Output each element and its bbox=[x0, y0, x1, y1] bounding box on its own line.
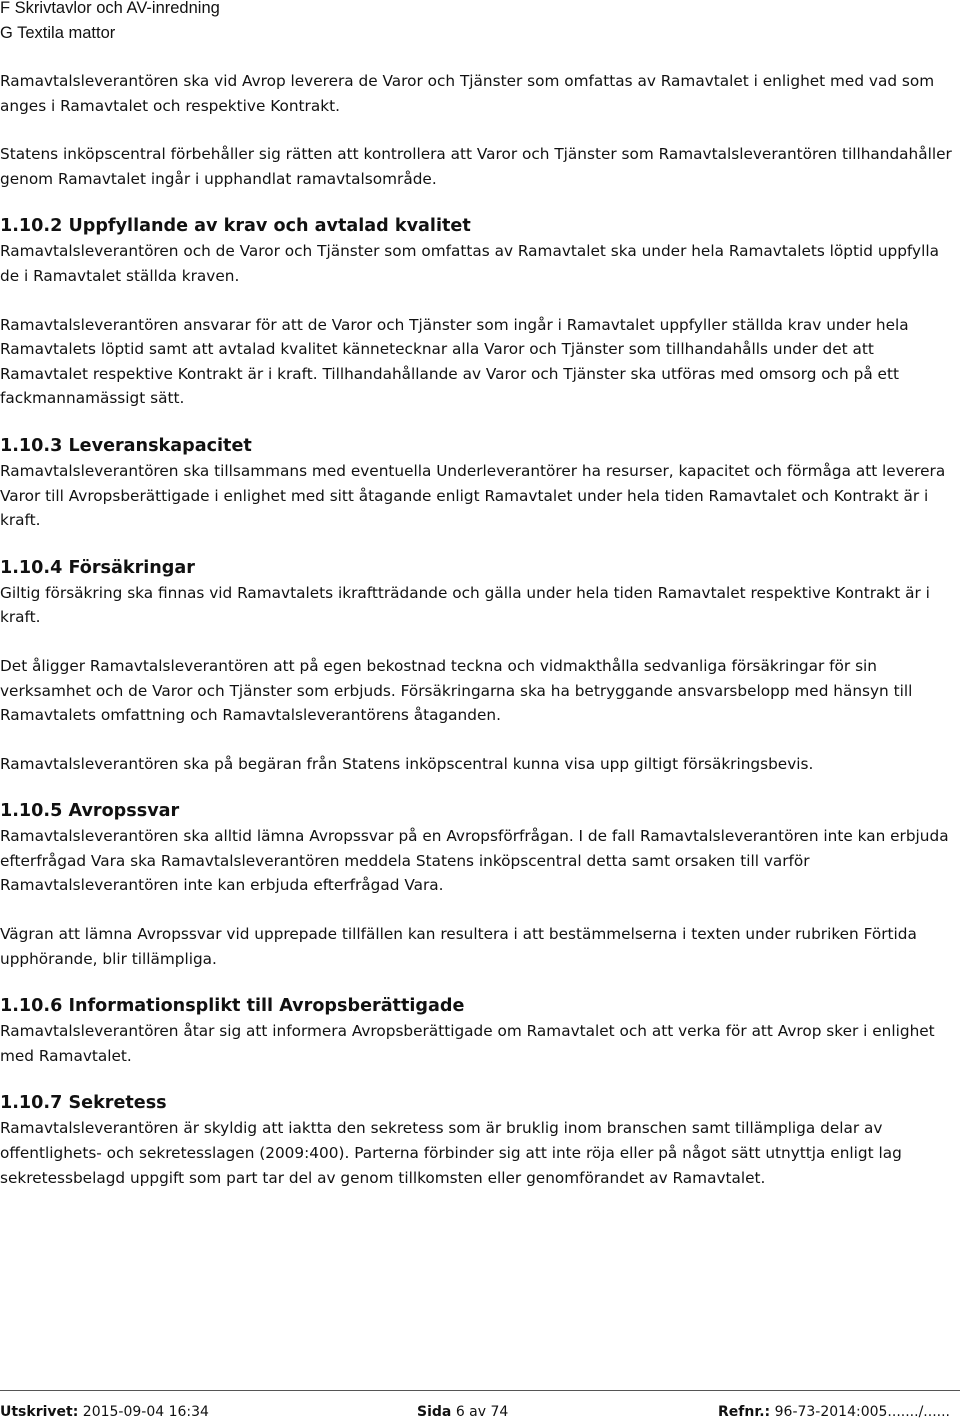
section-1-10-6-paragraph-1: Ramavtalsleverantören åtar sig att informera Avropsberättigade om Ramavtalet och att verka för att Avrop sker i enlighet med Ramavtalet. bbox=[0, 1022, 935, 1065]
print-date-label: Utskrivet: bbox=[0, 1404, 79, 1420]
page-number-label: Sida bbox=[417, 1404, 452, 1420]
header-line-1: F Skrivtavlor och AV-inredning bbox=[0, 0, 220, 17]
print-date bbox=[0, 1403, 209, 1421]
reference-number bbox=[718, 1403, 950, 1421]
section-heading-1-10-5: 1.10.5 Avropssvar bbox=[0, 801, 180, 822]
section-heading-1-10-3: 1.10.3 Leveranskapacitet bbox=[0, 435, 252, 456]
page-footer bbox=[0, 1390, 960, 1423]
header-line-2: G Textila mattor bbox=[0, 24, 116, 42]
intro-paragraph-2: Statens inköpscentral förbehåller sig rätten att kontrollera att Varor och Tjänster som Ramavtalsleverantören tillhandahåller genom Ramavtalet ingår i upphandlat ramavtalsområde. bbox=[0, 145, 952, 188]
section-1-10-5-paragraph-1: Ramavtalsleverantören ska alltid lämna Avropssvar på en Avropsförfrågan. I de fall Ramavtalsleverantören inte kan erbjuda efterfrågad Vara ska Ramavtalsleverantören meddela Statens inköpscentral detta samt orsaken till varför Ramavtalsleverantören inte kan erbjuda efterfrågad Vara. bbox=[0, 827, 949, 895]
section-1-10-4-paragraph-1: Giltig försäkring ska finnas vid Ramavtalets ikraftträdande och gälla under hela tiden Ramavtalet respektive Kontrakt är i kraft. bbox=[0, 583, 930, 627]
print-date-value: 2015-09-04 16:34 bbox=[82, 1404, 209, 1420]
section-heading-1-10-7: 1.10.7 Sekretess bbox=[0, 1093, 167, 1114]
intro-paragraph-1: Ramavtalsleverantören ska vid Avrop leverera de Varor och Tjänster som omfattas av Ramavtalet i enlighet med vad som anges i Ramavtalet och respektive Kontrakt. bbox=[0, 72, 935, 115]
reference-number-value: 96-73-2014:005......./...... bbox=[774, 1404, 950, 1420]
reference-number-label: Refnr.: bbox=[718, 1404, 771, 1420]
section-1-10-4-paragraph-3: Ramavtalsleverantören ska på begäran från Statens inköpscentral kunna visa upp giltigt försäkringsbevis. bbox=[0, 754, 814, 773]
page-number bbox=[417, 1403, 508, 1421]
page-number-value: 6 av 74 bbox=[455, 1404, 509, 1420]
section-1-10-3-paragraph-1: Ramavtalsleverantören ska tillsammans med eventuella Underleverantörer ha resurser, kapacitet och förmåga att leverera Varor till Avropsberättigade i enlighet med sitt åtagande enligt Ramavtalet under hela tiden Ramavtalet och Kontrakt är i kraft. bbox=[0, 461, 946, 530]
section-1-10-7-paragraph-1: Ramavtalsleverantören är skyldig att iaktta den sekretess som är bruklig inom branschen samt tillämpliga delar av offentlighets- och sekretesslagen (2009:400). Parterna förbinder sig att inte röja eller på något sätt utnyttja enligt lag sekretessbelagd uppgift som part tar del av genom tillkomsten eller genomförandet av Ramavtalet. bbox=[0, 1119, 902, 1187]
section-1-10-5-paragraph-2: Vägran att lämna Avropssvar vid upprepade tillfällen kan resultera i att bestämmelserna i texten under rubriken Förtida upphörande, blir tillämpliga. bbox=[0, 925, 917, 968]
section-heading-1-10-6: 1.10.6 Informationsplikt till Avropsberättigade bbox=[0, 996, 465, 1017]
section-1-10-2-paragraph-2: Ramavtalsleverantören ansvarar för att de Varor och Tjänster som ingår i Ramavtalet uppfyller ställda krav under hela Ramavtalets löptid samt att avtalad kvalitet kännetecknar alla Varor och Tjänster som tillhandahålls under det att Ramavtalet respektive Kontrakt är i kraft. Tillhandahållande av Varor och Tjänster ska utföras med omsorg och på ett fackmannamässigt sätt. bbox=[0, 315, 909, 408]
section-1-10-2-paragraph-1: Ramavtalsleverantören och de Varor och Tjänster som omfattas av Ramavtalet ska under hela Ramavtalets löptid uppfylla de i Ramavtalet ställda kraven. bbox=[0, 242, 939, 285]
document-body bbox=[0, 69, 958, 1214]
section-heading-1-10-2: 1.10.2 Uppfyllande av krav och avtalad kvalitet bbox=[0, 216, 471, 237]
section-1-10-4-paragraph-2: Det åligger Ramavtalsleverantören att på egen bekostnad teckna och vidmakthålla sedvanliga försäkringar för sin verksamhet och de Varor och Tjänster som erbjuds. Försäkringarna ska ha betryggande ansvarsbelopp med hänsyn till Ramavtalets omfattning och Ramavtalsleverantörens åtaganden. bbox=[0, 656, 913, 725]
section-heading-1-10-4: 1.10.4 Försäkringar bbox=[0, 557, 195, 578]
page-header bbox=[0, 0, 220, 46]
